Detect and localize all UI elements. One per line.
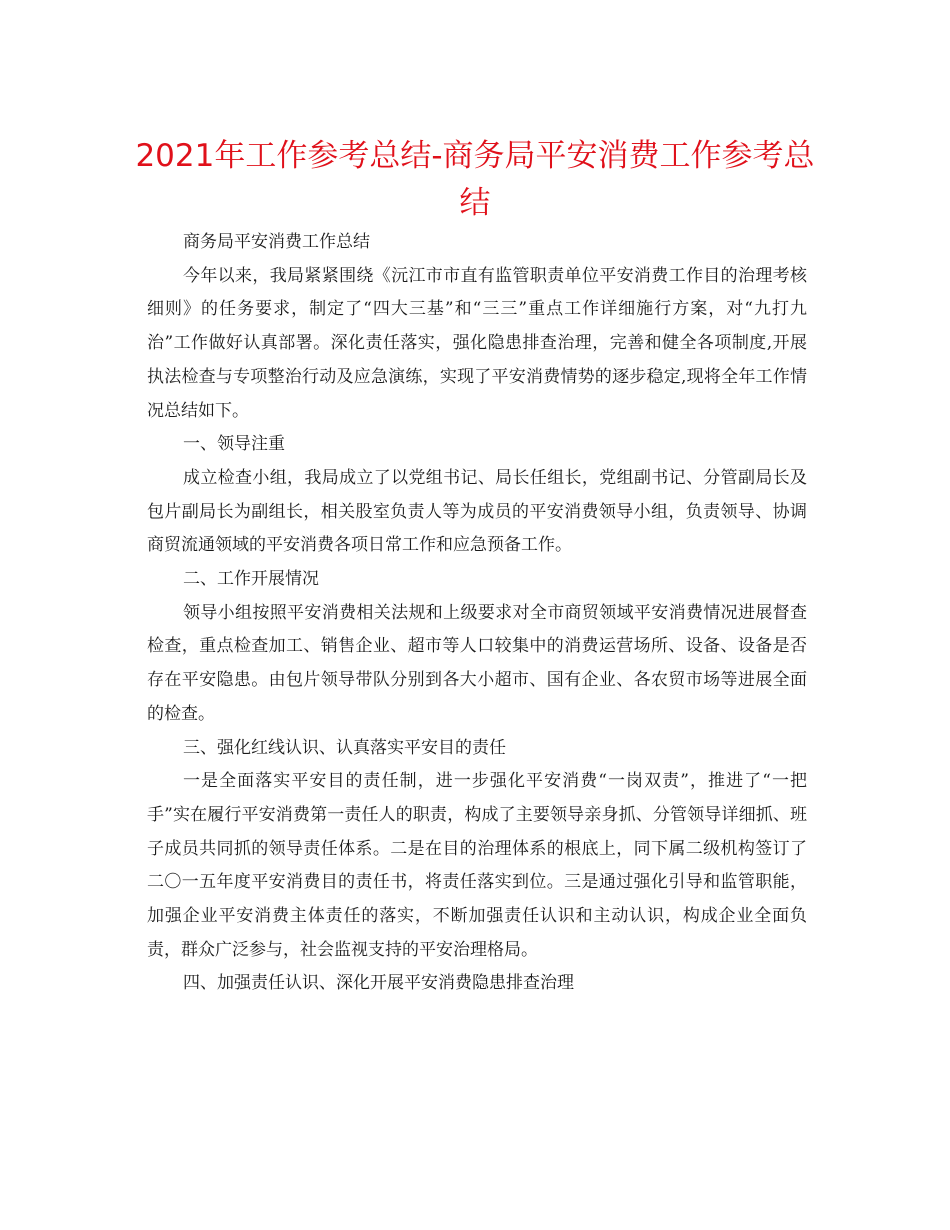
paragraph-section-3: 一是全面落实平安目的责任制，进一步强化平安消费“一岗双责”，推进了“一把手”实在履行平安消费第一责任人的职责，构成了主要领导亲身抓、分管领导详细抓、班子成员共同抓的领导责任体系。二是在目的治理体系的根底上，同下属二级机构签订了二〇一五年度平安消费目的责任书，将责任落实到位。三是通过强化引导和监管职能，加强企业平安消费主体责任的落实，不断加强责任认识和主动认识，构成企业全面负责，群众广泛参与，社会监视支持的平安治理格局。 [147, 771, 807, 960]
section-heading-4: 四、加强责任认识、深化开展平安消费隐患排查治理 [183, 973, 574, 994]
section-heading-1: 一、领导注重 [183, 434, 285, 455]
paragraph-intro: 今年以来，我局紧紧围绕《沅江市市直有监管职责单位平安消费工作目的治理考核细则》的任务要求，制定了“四大三基”和“三三”重点工作详细施行方案，对“九打九治”工作做好认真部署。深化责任落实，强化隐患排查治理，完善和健全各项制度,开展执法检查与专项整治行动及应急演练，实现了平安消费情势的逐步稳定,现将全年工作情况总结如下。 [147, 265, 807, 421]
paragraph-subtitle: 商务局平安消费工作总结 [183, 232, 370, 252]
paragraph-section-1: 成立检查小组，我局成立了以党组书记、局长任组长，党组副书记、分管副局长及包片副局长为副组长，相关股室负责人等为成员的平安消费领导小组，负责领导、协调商贸流通领域的平安消费各项日常工作和应急预备工作。 [147, 467, 807, 556]
document-title: 2021年工作参考总结-商务局平安消费工作参考总结 [135, 138, 815, 221]
document-body [147, 226, 807, 1001]
section-heading-3: 三、强化红线认识、认真落实平安目的责任 [183, 737, 506, 758]
section-heading-2: 二、工作开展情况 [183, 569, 319, 590]
paragraph-section-2: 领导小组按照平安消费相关法规和上级要求对全市商贸领域平安消费情况进展督查检查，重点检查加工、销售企业、超市等人口较集中的消费运营场所、设备、设备是否存在平安隐患。由包片领导带队分别到各大小超市、国有企业、各农贸市场等进展全面的检查。 [147, 602, 807, 724]
